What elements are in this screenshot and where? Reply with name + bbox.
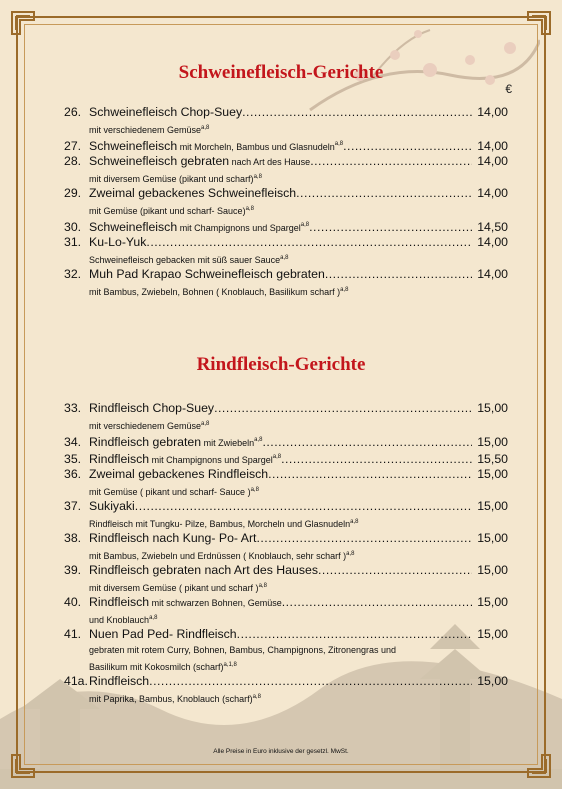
item-name-extra: mit schwarzen Bohnen, Gemüse	[149, 598, 282, 608]
allergen-codes: a,8	[334, 141, 344, 147]
section-title-beef: Rindfleisch-Gerichte	[196, 354, 366, 375]
item-name-text: Rindfleisch	[89, 452, 150, 467]
item-price: 14,00	[477, 235, 508, 249]
pork-dishes-list	[64, 105, 508, 299]
item-name	[89, 105, 242, 119]
menu-item-row	[64, 267, 508, 284]
item-price: 15,00	[477, 435, 508, 450]
item-description	[64, 122, 508, 137]
item-number: 29.	[64, 186, 82, 200]
item-number: 27.	[64, 139, 82, 154]
allergen-codes: a,8	[340, 287, 349, 293]
item-number: 38.	[64, 531, 82, 545]
menu-item-row	[64, 433, 508, 450]
item-description-text: mit diversem Gemüse (pikant und scharf)	[89, 174, 254, 184]
item-description	[64, 252, 508, 267]
item-number: 35.	[64, 452, 82, 467]
allergen-codes: a,8	[350, 519, 359, 525]
item-number: 31.	[64, 235, 82, 249]
item-number: 41.	[64, 627, 82, 641]
price-footnote: Alle Preise in Euro inklusive der gesetzl. MwSt.	[213, 748, 349, 755]
allergen-codes: a,8	[149, 615, 158, 621]
menu-item-row	[64, 674, 508, 691]
item-description	[64, 171, 508, 186]
item-name-text: Muh Pad Krapao Schweinefleisch gebraten	[89, 267, 325, 281]
item-name	[89, 450, 281, 467]
item-price: 15,00	[477, 595, 508, 609]
item-price: 15,00	[477, 627, 508, 641]
menu-item-row	[64, 531, 508, 548]
dot-leader	[310, 154, 472, 168]
item-name	[89, 186, 296, 200]
menu-item-row	[64, 105, 508, 122]
item-number: 37.	[64, 499, 82, 513]
item-price: 15,50	[477, 452, 508, 467]
section-title-pork: Schweinefleisch-Gerichte	[178, 62, 384, 83]
menu-item-row	[64, 235, 508, 252]
item-name-text: Rindfleisch gebraten nach Art des Hauses	[89, 563, 318, 577]
item-description-text: Schweinefleisch gebacken mit süß sauer Sauce	[89, 255, 281, 265]
item-number: 34.	[64, 435, 82, 450]
item-price: 15,00	[477, 401, 508, 415]
item-name	[89, 267, 325, 281]
item-name	[89, 433, 262, 450]
item-name-text: Zweimal gebackenes Rindfleisch	[89, 467, 269, 481]
item-name-text: Rindfleisch	[89, 595, 150, 609]
item-name-text: Zweimal gebackenes Schweinefleisch	[89, 186, 297, 200]
item-name	[89, 467, 268, 481]
item-name	[89, 627, 237, 641]
item-number: 33.	[64, 401, 82, 415]
item-name-text: Sukiyaki	[89, 499, 135, 513]
item-name-text: Schweinefleisch gebraten	[89, 154, 230, 168]
dot-leader	[146, 235, 472, 249]
item-description	[64, 612, 508, 627]
item-description	[64, 484, 508, 499]
menu-item-row	[64, 218, 508, 235]
item-description	[64, 284, 508, 299]
item-name-extra: mit Champignons und Spargel	[149, 455, 273, 466]
item-name	[89, 674, 149, 688]
item-description-text: mit Bambus, Zwiebeln und Erdnüssen ( Knoblauch, sehr scharf )	[89, 551, 347, 561]
item-description	[64, 548, 508, 563]
menu-item-row	[64, 467, 508, 484]
dot-leader	[242, 105, 472, 119]
allergen-codes: a,8	[346, 551, 355, 557]
allergen-codes: a,8	[280, 255, 289, 261]
dot-leader	[281, 452, 472, 466]
allergen-codes: a,8	[272, 454, 282, 460]
item-price: 15,00	[477, 467, 508, 481]
item-name-text: Rindfleisch Chop-Suey	[89, 401, 215, 415]
allergen-codes: a,8	[253, 174, 262, 180]
item-description-text: gebraten mit rotem Curry, Bohnen, Bambus, Champignons, Zitronengras und	[89, 645, 396, 655]
item-name	[89, 235, 146, 249]
item-name	[89, 137, 343, 154]
item-name-text: Schweinefleisch	[89, 139, 178, 154]
item-description-text: mit diversem Gemüse ( pikant und scharf )	[89, 583, 259, 593]
item-description	[64, 418, 508, 433]
dot-leader	[262, 435, 472, 449]
dot-leader	[135, 499, 472, 513]
item-description-text: Rindfleisch mit Tungku- Pilze, Bambus, Morcheln und Glasnudeln	[89, 519, 351, 529]
item-name-text: Ku-Lo-Yuk	[89, 235, 147, 249]
dot-leader	[282, 595, 472, 609]
item-price: 14,00	[477, 186, 508, 200]
dot-leader	[268, 467, 472, 481]
dot-leader	[325, 267, 472, 281]
allergen-codes: a,8	[250, 487, 259, 493]
item-name	[89, 499, 135, 513]
item-description-text: und Knoblauch	[89, 615, 150, 625]
item-name-extra: mit Morcheln, Bambus und Glasnudeln	[177, 142, 335, 153]
currency-symbol: €	[505, 82, 512, 96]
menu-item-row	[64, 450, 508, 467]
item-name	[89, 401, 214, 415]
dot-leader	[256, 531, 472, 545]
item-description	[64, 580, 508, 595]
item-description-text: mit Gemüse ( pikant und scharf- Sauce )	[89, 487, 251, 497]
allergen-codes: a,8	[201, 421, 210, 427]
item-description	[64, 691, 508, 706]
item-description	[64, 659, 508, 674]
allergen-codes: a,8	[258, 583, 267, 589]
corner-ornament-icon	[526, 753, 552, 779]
item-name-extra: nach Art des Hause	[229, 157, 311, 167]
item-name-text: Nuen Pad Ped- Rindfleisch	[89, 627, 237, 641]
item-description-text: Basilikum mit Kokosmilch (scharf)	[89, 662, 224, 672]
corner-ornament-icon	[10, 753, 36, 779]
allergen-codes: a,8	[245, 206, 254, 212]
beef-dishes-list	[64, 401, 508, 706]
item-description	[64, 203, 508, 218]
corner-ornament-icon	[10, 10, 36, 36]
item-name	[89, 531, 256, 545]
item-price: 14,50	[477, 220, 508, 235]
dot-leader	[296, 186, 472, 200]
item-number: 36.	[64, 467, 82, 481]
menu-item-row	[64, 563, 508, 580]
item-price: 14,00	[477, 139, 508, 154]
dot-leader	[237, 627, 472, 641]
item-number: 41a.	[64, 674, 88, 688]
allergen-codes: a,8	[252, 694, 261, 700]
item-price: 15,00	[477, 499, 508, 513]
item-price: 15,00	[477, 531, 508, 545]
allergen-codes: a,8	[201, 125, 210, 131]
item-name	[89, 154, 310, 169]
dot-leader	[214, 401, 472, 415]
allergen-codes: a,1,8	[223, 662, 237, 668]
item-number: 26.	[64, 105, 82, 119]
item-name	[89, 563, 318, 577]
item-name-text: Rindfleisch gebraten	[89, 435, 202, 450]
item-name-text: Schweinefleisch Chop-Suey	[89, 105, 243, 119]
item-price: 14,00	[477, 154, 508, 168]
menu-item-row	[64, 499, 508, 516]
item-name-text: Schweinefleisch	[89, 220, 178, 235]
corner-ornament-icon	[526, 10, 552, 36]
item-name	[89, 218, 309, 235]
item-number: 39.	[64, 563, 82, 577]
menu-item-row	[64, 401, 508, 418]
item-description-text: mit verschiedenem Gemüse	[89, 421, 202, 431]
item-description-text: mit Paprika, Bambus, Knoblauch (scharf)	[89, 694, 253, 704]
menu-item-row	[64, 627, 508, 644]
dot-leader	[343, 139, 472, 153]
item-price: 15,00	[477, 674, 508, 688]
dot-leader	[149, 674, 472, 688]
menu-item-row	[64, 137, 508, 154]
item-name-extra: mit Champignons und Spargel	[177, 223, 301, 234]
menu-item-row	[64, 186, 508, 203]
item-description-text: mit verschiedenem Gemüse	[89, 125, 202, 135]
item-number: 32.	[64, 267, 82, 281]
item-price: 14,00	[477, 267, 508, 281]
item-name-extra: mit Zwiebeln	[201, 438, 255, 449]
item-description	[64, 516, 508, 531]
item-price: 15,00	[477, 563, 508, 577]
item-number: 40.	[64, 595, 82, 609]
menu-item-row	[64, 154, 508, 171]
item-name-text: Rindfleisch	[89, 674, 150, 688]
allergen-codes: a,8	[300, 222, 310, 228]
item-price: 14,00	[477, 105, 508, 119]
item-name	[89, 595, 282, 610]
menu-item-row	[64, 595, 508, 612]
item-description-text: mit Bambus, Zwiebeln, Bohnen ( Knoblauch, Basilikum scharf )	[89, 287, 341, 297]
dot-leader	[318, 563, 472, 577]
allergen-codes: a,8	[254, 437, 263, 443]
item-number: 28.	[64, 154, 82, 168]
item-name-text: Rindfleisch nach Kung- Po- Art	[89, 531, 257, 545]
item-description-text: mit Gemüse (pikant und scharf- Sauce)	[89, 206, 246, 216]
dot-leader	[309, 220, 472, 234]
item-number: 30.	[64, 220, 82, 235]
item-description	[64, 644, 508, 659]
